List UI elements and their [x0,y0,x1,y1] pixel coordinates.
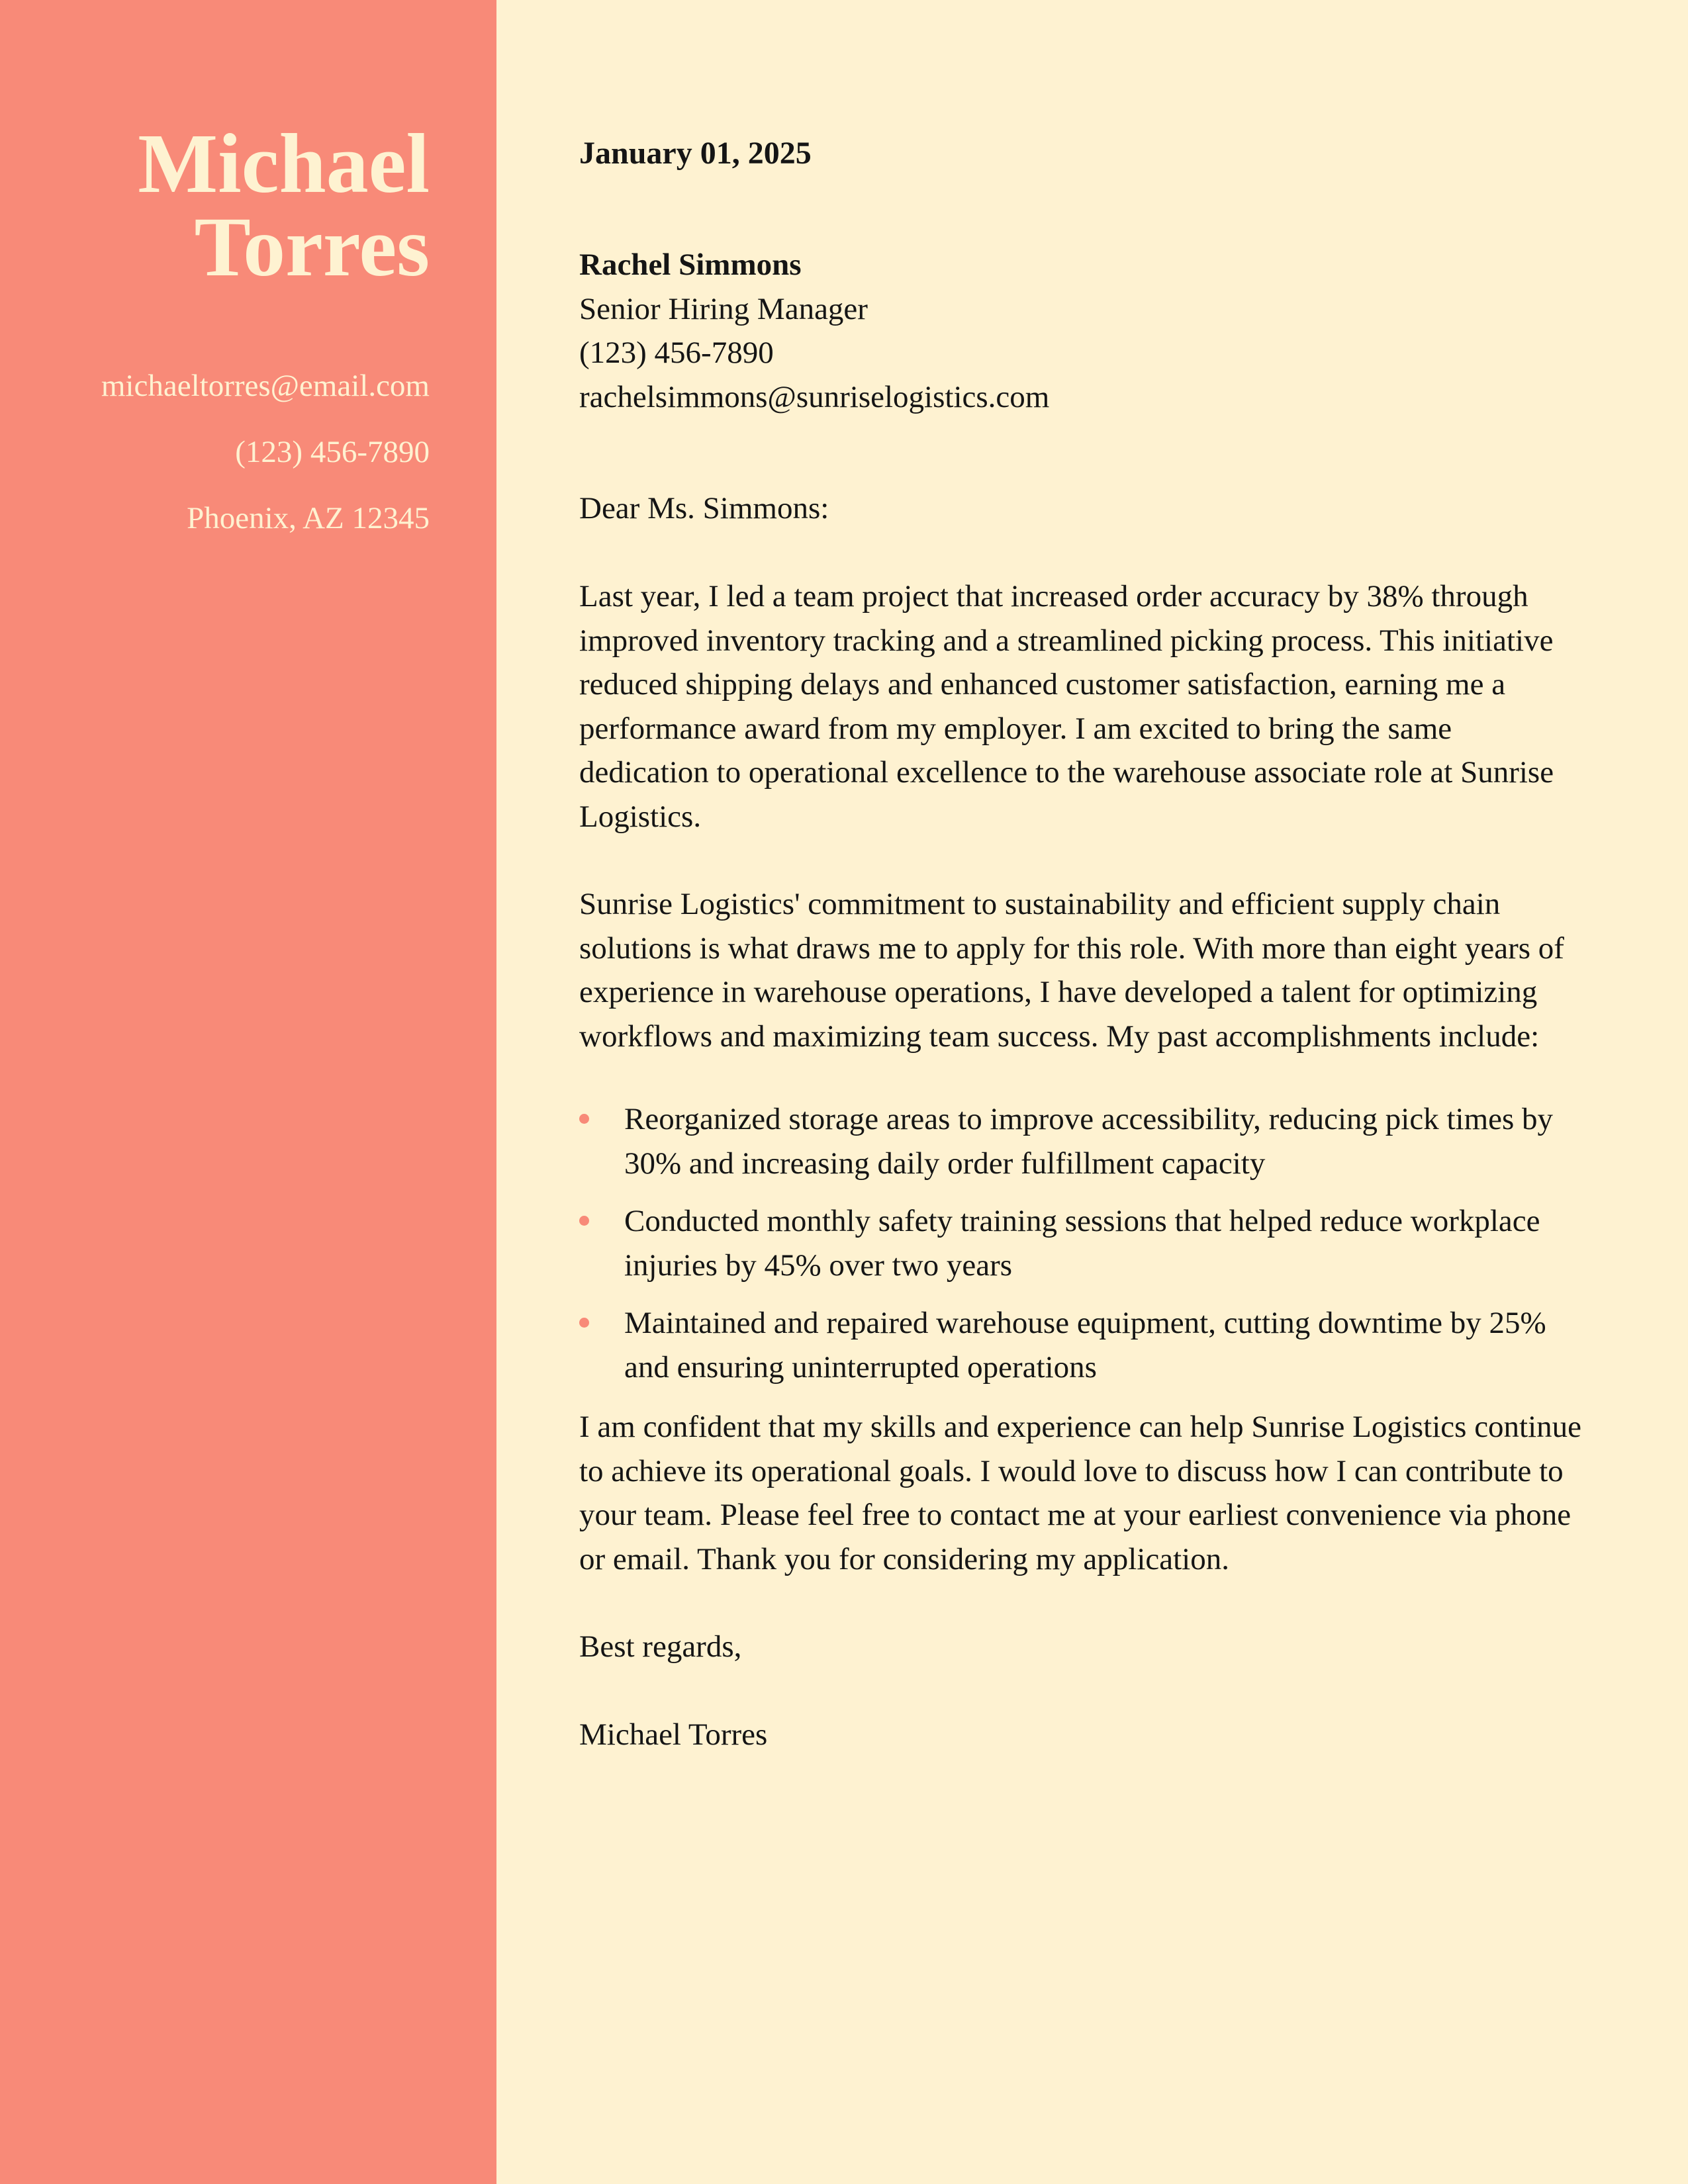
paragraph-2: Sunrise Logistics' commitment to sustainability and efficient supply chain solutions is what draws me to apply for this role. With more than eight years of experience in warehouse operations, I have developed a talent for optimizing workflows and maximizing team success. My past accomplishments include: [579,887,1564,1054]
list-item [579,1199,1585,1287]
recipient-email: rachelsimmons@sunriselogistics.com [579,379,1050,414]
sender-name [6,116,430,294]
salutation: Dear Ms. Simmons: [579,491,829,525]
bullet-dot-icon [579,1318,589,1328]
sender-email: michaeltorres@email.com [101,369,430,403]
signature: Michael Torres [579,1717,768,1752]
recipient-block [579,243,1049,419]
recipient-title: Senior Hiring Manager [579,291,868,326]
sender-last-name: Torres [194,200,430,294]
sender-phone: (123) 456-7890 [235,435,430,469]
paragraph-1: Last year, I led a team project that increased order accuracy by 38% through improved inventory tracking and a streamlined picking process. This initiative reduced shipping delays and enhanced customer satisfaction, earning me a performance award from my employer. I am excited to bring the same dedication to operational excellence to the warehouse associate role at Sunrise Logistics. [579,579,1554,834]
accomplishments-list [579,1097,1585,1403]
list-item-text: Conducted monthly safety training sessions that helped reduce workplace injuries by 45% over two years [624,1204,1540,1283]
sender-location: Phoenix, AZ 12345 [187,501,430,535]
list-item [579,1097,1585,1185]
letter-date: January 01, 2025 [579,136,812,171]
bullet-dot-icon [579,1114,589,1124]
paragraph-3: I am confident that my skills and experience can help Sunrise Logistics continue to achieve its operational goals. I would love to discuss how I can contribute to your team. Please feel free to contact me at your earliest convenience via phone or email. Thank you for considering my application. [579,1410,1582,1576]
recipient-name: Rachel Simmons [579,248,802,282]
sender-first-name: Michael [138,116,430,210]
sidebar [0,0,496,2184]
closing: Best regards, [579,1629,742,1664]
list-item [579,1301,1585,1389]
recipient-phone: (123) 456-7890 [579,336,774,370]
bullet-dot-icon [579,1216,589,1226]
list-item-text: Reorganized storage areas to improve accessibility, reducing pick times by 30% and increasing daily order fulfillment capacity [624,1102,1554,1181]
list-item-text: Maintained and repaired warehouse equipment, cutting downtime by 25% and ensuring uninterrupted operations [624,1306,1546,1385]
